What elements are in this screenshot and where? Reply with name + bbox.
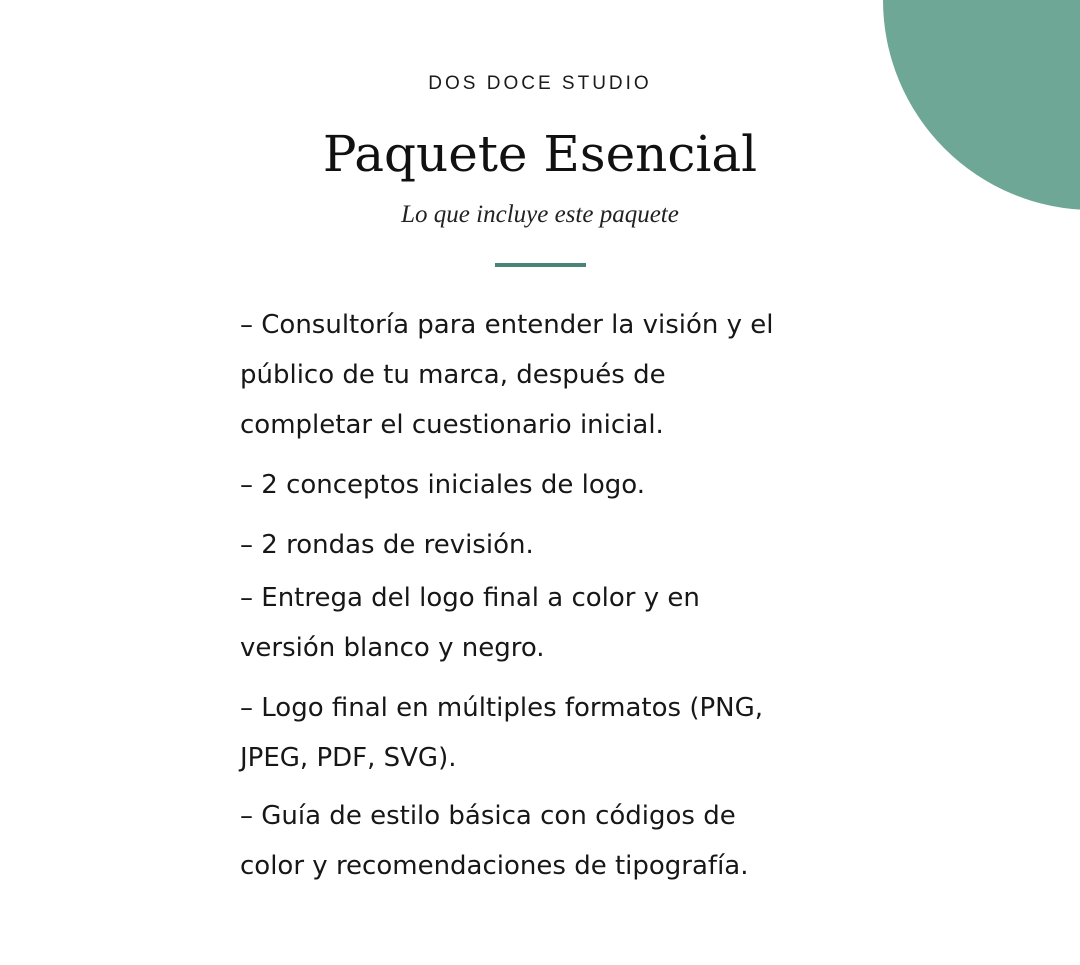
package-item-revision-rounds: – 2 rondas de revisión.: [240, 530, 534, 560]
title-divider: [495, 263, 586, 267]
package-item-file-formats: – Logo final en múltiples formatos (PNG, JPEG, PDF, SVG).: [240, 693, 764, 773]
package-item-logo-concepts: – 2 conceptos iniciales de logo.: [240, 470, 645, 500]
brand-name: DOS DOCE STUDIO: [428, 73, 652, 94]
package-item-final-logo-delivery: – Entrega del logo final a color y en versión blanco y negro.: [240, 583, 700, 663]
page-subtitle: Lo que incluye este paquete: [401, 201, 679, 228]
package-item-style-guide: – Guía de estilo básica con códigos de color y recomendaciones de tipografía.: [240, 801, 749, 881]
package-item-consultation: – Consultoría para entender la visión y el público de tu marca, después de completar el cuestionario inicial.: [240, 310, 774, 440]
page-title: Paquete Esencial: [322, 125, 758, 183]
